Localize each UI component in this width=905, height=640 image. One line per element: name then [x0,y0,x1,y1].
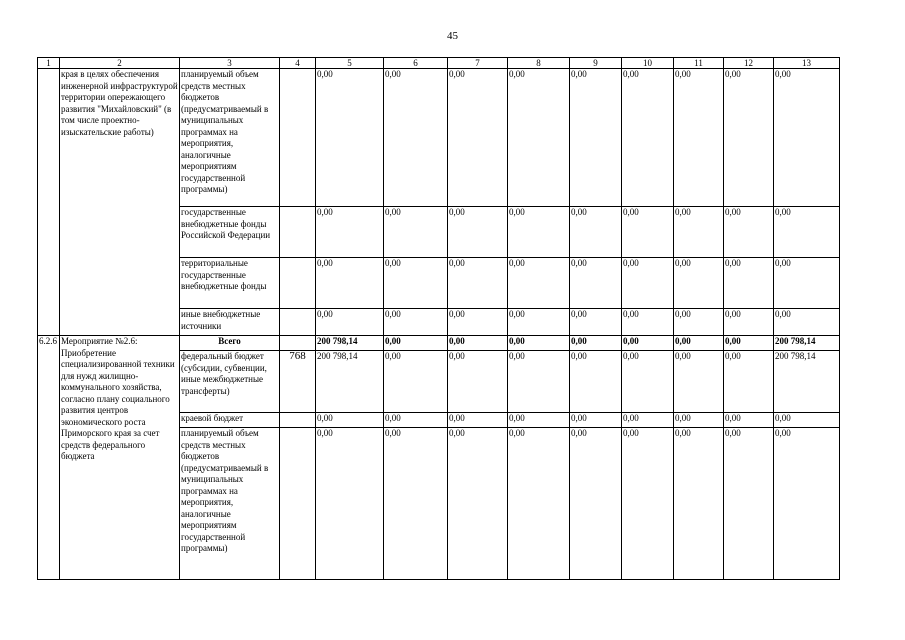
col-header: 3 [180,58,280,69]
col-header: 2 [60,58,180,69]
value-cell: 0,00 [774,207,840,258]
value-cell: 0,00 [724,258,774,309]
value-cell: 0,00 [774,258,840,309]
value-cell: 0,00 [724,413,774,428]
code-cell [280,69,316,207]
value-cell: 0,00 [570,413,622,428]
value-cell: 0,00 [316,207,384,258]
table-row [38,69,840,207]
value-cell: 0,00 [448,428,508,580]
value-cell: 0,00 [622,336,674,351]
source-cell: краевой бюджет [180,413,280,428]
value-cell: 0,00 [724,351,774,413]
value-cell: 0,00 [774,413,840,428]
value-cell: 0,00 [622,309,674,336]
value-cell: 0,00 [674,207,724,258]
col-header: 6 [384,58,448,69]
code-cell [280,207,316,258]
value-cell: 0,00 [774,309,840,336]
col-header: 1 [38,58,60,69]
source-cell: планируемый объем средств местных бюджетов (предусматриваемый в муниципальных программах на мероприятия, аналогичные мероприятиям государственной программы) [180,428,280,580]
value-cell: 0,00 [570,336,622,351]
value-cell: 0,00 [570,428,622,580]
col-header: 11 [674,58,724,69]
value-cell: 0,00 [724,428,774,580]
value-cell: 0,00 [570,207,622,258]
value-cell: 0,00 [724,207,774,258]
value-cell: 0,00 [724,309,774,336]
value-cell: 0,00 [384,258,448,309]
code-cell [280,428,316,580]
code-cell [280,258,316,309]
value-cell: 0,00 [448,309,508,336]
col-header: 5 [316,58,384,69]
budget-table [37,57,840,580]
value-cell: 0,00 [674,258,724,309]
value-cell: 0,00 [622,207,674,258]
col-header: 12 [724,58,774,69]
value-cell: 200 798,14 [774,351,840,413]
col-header: 13 [774,58,840,69]
item-number-cell [38,69,60,336]
col-header: 9 [570,58,622,69]
value-cell: 0,00 [674,428,724,580]
value-cell: 0,00 [384,309,448,336]
value-cell: 0,00 [622,413,674,428]
value-cell: 0,00 [508,428,570,580]
value-cell: 0,00 [508,413,570,428]
value-cell: 0,00 [316,258,384,309]
value-cell: 0,00 [448,207,508,258]
value-cell: 0,00 [622,69,674,207]
source-cell: государственные внебюджетные фонды Российской Федерации [180,207,280,258]
code-cell [280,309,316,336]
value-cell: 0,00 [570,69,622,207]
table-row [38,336,840,351]
source-cell: иные внебюджетные источники [180,309,280,336]
value-cell: 200 798,14 [774,336,840,351]
value-cell: 0,00 [384,207,448,258]
value-cell: 0,00 [570,258,622,309]
value-cell: 0,00 [674,309,724,336]
code-cell [280,413,316,428]
value-cell: 0,00 [508,336,570,351]
source-cell: территориальные государственные внебюджетные фонды [180,258,280,309]
value-cell: 0,00 [774,428,840,580]
value-cell: 200 798,14 [316,336,384,351]
item-title-cell: Мероприятие №2.6: Приобретение специализированной техники для нужд жилищно-коммунального хозяйства, согласно плану социального развития центров экономического роста Приморского края за счет средств федерального бюджета [60,336,180,580]
value-cell: 0,00 [774,69,840,207]
col-header: 7 [448,58,508,69]
col-header: 8 [508,58,570,69]
value-cell: 0,00 [724,69,774,207]
value-cell: 0,00 [316,413,384,428]
value-cell: 0,00 [674,336,724,351]
value-cell: 0,00 [508,69,570,207]
value-cell: 0,00 [622,351,674,413]
value-cell: 0,00 [316,309,384,336]
value-cell: 0,00 [384,69,448,207]
value-cell: 0,00 [674,351,724,413]
value-cell: 0,00 [384,351,448,413]
col-header: 4 [280,58,316,69]
column-number-row [38,58,840,69]
source-cell: планируемый объем средств местных бюджетов (предусматриваемый в муниципальных программах на мероприятия, аналогичные мероприятиям государственной программы) [180,69,280,207]
value-cell: 0,00 [570,351,622,413]
item-title-cell: края в целях обеспечения инженерной инфраструктурой территории опережающего развития "Михайловский" (в том числе проектно-изыскательские работы) [60,69,180,336]
col-header: 10 [622,58,674,69]
value-cell: 0,00 [570,309,622,336]
value-cell: 0,00 [316,428,384,580]
value-cell: 0,00 [448,351,508,413]
value-cell: 0,00 [384,413,448,428]
value-cell: 0,00 [508,207,570,258]
value-cell: 0,00 [508,351,570,413]
value-cell: 0,00 [724,336,774,351]
value-cell: 0,00 [316,69,384,207]
source-cell: Всего [180,336,280,351]
value-cell: 0,00 [384,336,448,351]
value-cell: 0,00 [448,336,508,351]
code-cell: 768 [280,351,316,413]
value-cell: 0,00 [448,413,508,428]
value-cell: 0,00 [674,69,724,207]
value-cell: 200 798,14 [316,351,384,413]
page-number: 45 [447,30,458,42]
value-cell: 0,00 [384,428,448,580]
item-number-cell: 6.2.6 [38,336,60,580]
value-cell: 0,00 [508,258,570,309]
source-cell: федеральный бюджет (субсидии, субвенции, иные межбюджетные трансферты) [180,351,280,413]
value-cell: 0,00 [508,309,570,336]
value-cell: 0,00 [622,258,674,309]
value-cell: 0,00 [674,413,724,428]
code-cell [280,336,316,351]
value-cell: 0,00 [622,428,674,580]
value-cell: 0,00 [448,69,508,207]
value-cell: 0,00 [448,258,508,309]
